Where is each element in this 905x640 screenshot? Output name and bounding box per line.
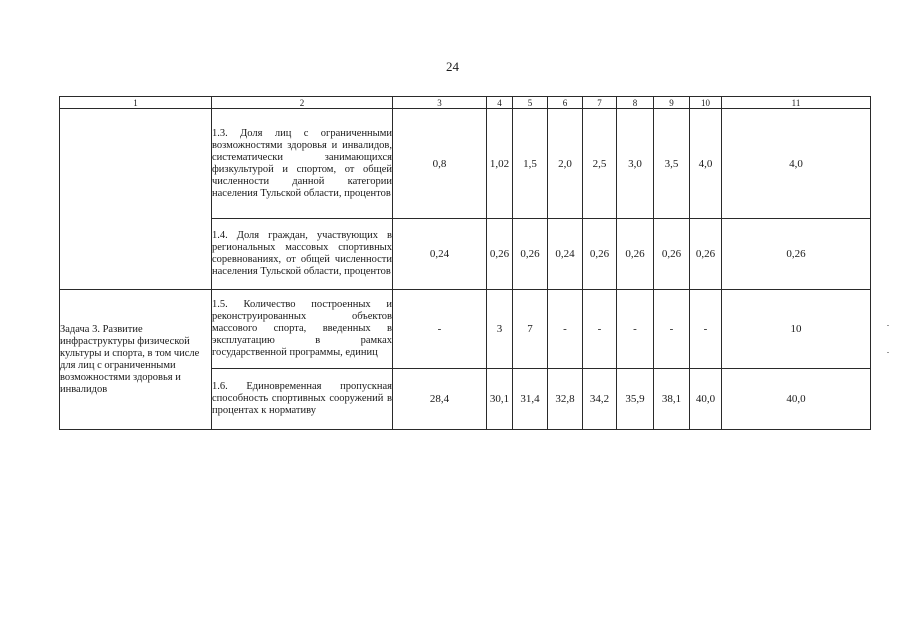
value-cell: 2,0 bbox=[548, 109, 583, 219]
value-cell: 0,26 bbox=[583, 219, 617, 290]
value-cell: 31,4 bbox=[513, 369, 548, 430]
value-cell: 28,4 bbox=[393, 369, 487, 430]
header-cell: 4 bbox=[487, 97, 513, 109]
value-cell: 40,0 bbox=[690, 369, 722, 430]
header-cell: 2 bbox=[212, 97, 393, 109]
value-cell: 7 bbox=[513, 290, 548, 369]
indicator-cell: 1.5. Количество построенных и реконструированных объектов массового спорта, введенных в эксплуатацию в рамках государственной программы, единиц bbox=[212, 290, 393, 369]
value-cell: 3,0 bbox=[617, 109, 654, 219]
header-row bbox=[60, 97, 871, 109]
value-cell: - bbox=[617, 290, 654, 369]
header-cell: 10 bbox=[690, 97, 722, 109]
header-cell: 6 bbox=[548, 97, 583, 109]
value-cell: 1,5 bbox=[513, 109, 548, 219]
value-cell: 0,26 bbox=[617, 219, 654, 290]
value-cell: 40,0 bbox=[722, 369, 871, 430]
value-cell: 0,26 bbox=[722, 219, 871, 290]
value-cell: 1,02 bbox=[487, 109, 513, 219]
scan-mark bbox=[887, 352, 889, 353]
header-cell: 5 bbox=[513, 97, 548, 109]
header-cell: 11 bbox=[722, 97, 871, 109]
task-cell-empty bbox=[60, 109, 212, 290]
page-number: 24 bbox=[446, 59, 459, 74]
value-cell: 0,8 bbox=[393, 109, 487, 219]
header-cell: 8 bbox=[617, 97, 654, 109]
value-cell: 34,2 bbox=[583, 369, 617, 430]
value-cell: 10 bbox=[722, 290, 871, 369]
value-cell: - bbox=[548, 290, 583, 369]
value-cell: 32,8 bbox=[548, 369, 583, 430]
value-cell: - bbox=[690, 290, 722, 369]
value-cell: 0,26 bbox=[513, 219, 548, 290]
value-cell: 2,5 bbox=[583, 109, 617, 219]
header-cell: 3 bbox=[393, 97, 487, 109]
value-cell: 4,0 bbox=[722, 109, 871, 219]
value-cell: - bbox=[393, 290, 487, 369]
value-cell: 0,26 bbox=[487, 219, 513, 290]
indicator-cell: 1.4. Доля граждан, участвующих в региональных массовых спортивных соревнованиях, от общей численности населения Тульской области, процентов bbox=[212, 219, 393, 290]
value-cell: 38,1 bbox=[654, 369, 690, 430]
header-cell: 1 bbox=[60, 97, 212, 109]
header-cell: 9 bbox=[654, 97, 690, 109]
value-cell: 35,9 bbox=[617, 369, 654, 430]
value-cell: 0,26 bbox=[654, 219, 690, 290]
indicator-cell: 1.6. Единовременная пропускная способность спортивных сооружений в процентах к нормативу bbox=[212, 369, 393, 430]
table-row bbox=[60, 290, 871, 369]
value-cell: 3,5 bbox=[654, 109, 690, 219]
indicators-table bbox=[59, 96, 871, 430]
value-cell: 0,24 bbox=[548, 219, 583, 290]
value-cell: 30,1 bbox=[487, 369, 513, 430]
value-cell: - bbox=[654, 290, 690, 369]
value-cell: 4,0 bbox=[690, 109, 722, 219]
value-cell: 0,24 bbox=[393, 219, 487, 290]
scan-mark bbox=[887, 325, 889, 326]
table-row bbox=[60, 109, 871, 219]
header-cell: 7 bbox=[583, 97, 617, 109]
indicator-cell: 1.3. Доля лиц с ограниченными возможностями здоровья и инвалидов, систематически занимающихся физкультурой и спортом, от общей численности данной категории населения Тульской области, процентов bbox=[212, 109, 393, 219]
task-3-cell: Задача 3. Развитие инфраструктуры физической культуры и спорта, в том числе для лиц с ограниченными возможностями здоровья и инвалидов bbox=[60, 290, 212, 430]
value-cell: - bbox=[583, 290, 617, 369]
value-cell: 3 bbox=[487, 290, 513, 369]
value-cell: 0,26 bbox=[690, 219, 722, 290]
